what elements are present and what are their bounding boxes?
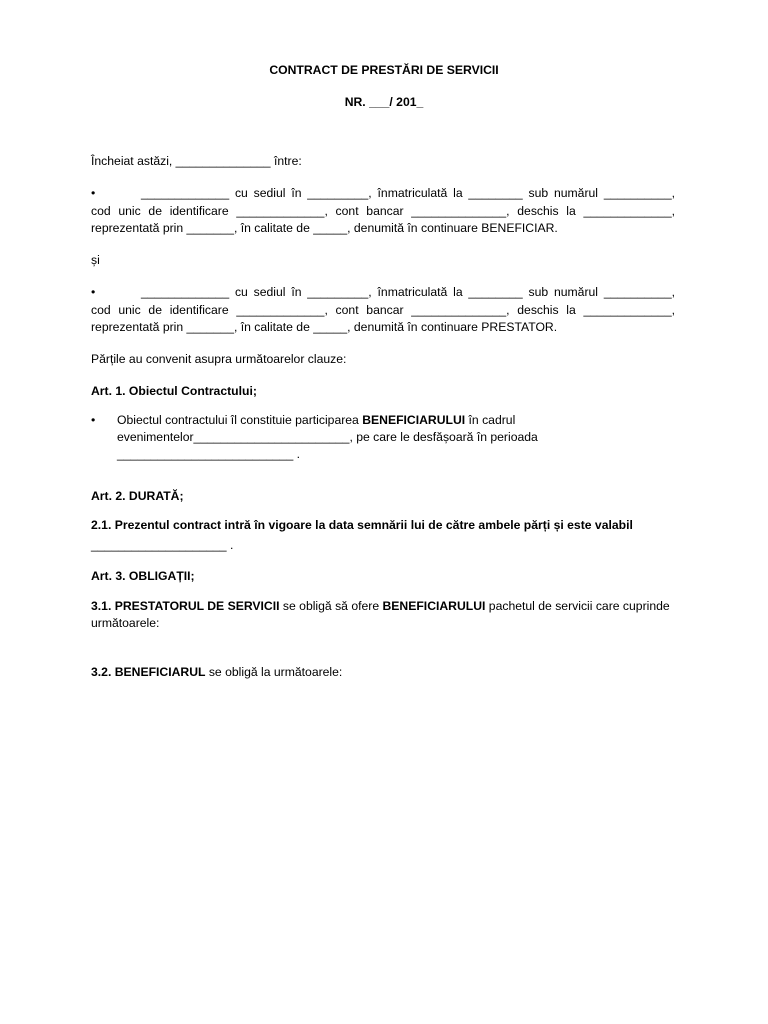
clause-3-1-end: pachetul de servicii care cuprinde [485, 599, 670, 613]
art1-heading: Art. 1. Obiectul Contractului; [91, 384, 257, 398]
clause-3-2-line [91, 663, 675, 681]
contract-number: NR. ___/ 201_ [344, 95, 424, 109]
clause-3-2-end: se obligă la următoarele: [205, 665, 343, 679]
clause-3-2-number: 3.2. [91, 665, 115, 679]
party2-bullet: • [91, 285, 96, 299]
clause-3-1-number: 3.1. [91, 599, 115, 613]
and-word: și [91, 253, 100, 267]
art2-heading: Art. 2. DURATĂ; [91, 489, 184, 503]
art1-line1 [117, 411, 675, 429]
art1-line2: evenimentelor_______________________, pe care le desfășoară în perioada [117, 430, 538, 444]
clause-3-1-bold2: BENEFICIARULUI [382, 599, 486, 613]
clause-3-1-mid: se obligă să ofere [279, 599, 383, 613]
intro-line: Încheiat astăzi, ______________ între: [91, 154, 302, 168]
contract-title: CONTRACT DE PRESTĂRI DE SERVICII [269, 63, 499, 77]
party1-bullet: • [91, 186, 96, 200]
party2-line2: cod unic de identificare _____________, cont bancar ______________, deschis la _____________, [91, 303, 675, 317]
art1-line1-bold: BENEFICIARULUI [362, 413, 466, 427]
art1-bullet: • [91, 413, 96, 427]
art1-line3: __________________________ . [117, 447, 301, 461]
art2-clause-line2: ____________________ . [91, 538, 234, 552]
parties-agreed: Părțile au convenit asupra următoarelor clauze: [91, 352, 347, 366]
party1-line3: reprezentată prin _______, în calitate de _____, denumită în continuare BENEFICIAR. [91, 221, 558, 235]
party2-line3: reprezentată prin _______, în calitate de _____, denumită în continuare PRESTATOR. [91, 320, 558, 334]
clause-3-1-line2: următoarele: [91, 616, 160, 630]
art1-line1-pre: Obiectul contractului îl constituie participarea [117, 413, 363, 427]
clause-3-2-bold: BENEFICIARUL [114, 665, 206, 679]
party1-line2: cod unic de identificare _____________, cont bancar ______________, deschis la _____________, [91, 204, 675, 218]
party2-line1: _____________ cu sediul în _________, înmatriculată la ________ sub numărul __________, [141, 285, 675, 299]
clause-3-1-line1 [91, 597, 675, 615]
clause-3-1-bold1: PRESTATORUL DE SERVICII [114, 599, 280, 613]
party1-line1: _____________ cu sediul în _________, înmatriculată la ________ sub numărul __________, [141, 186, 675, 200]
art3-heading: Art. 3. OBLIGAȚII; [91, 569, 195, 583]
art2-clause-line1: 2.1. Prezentul contract intră în vigoare la data semnării lui de către ambele părți și este valabil [91, 518, 633, 532]
art1-line1-post: în cadrul [465, 413, 516, 427]
